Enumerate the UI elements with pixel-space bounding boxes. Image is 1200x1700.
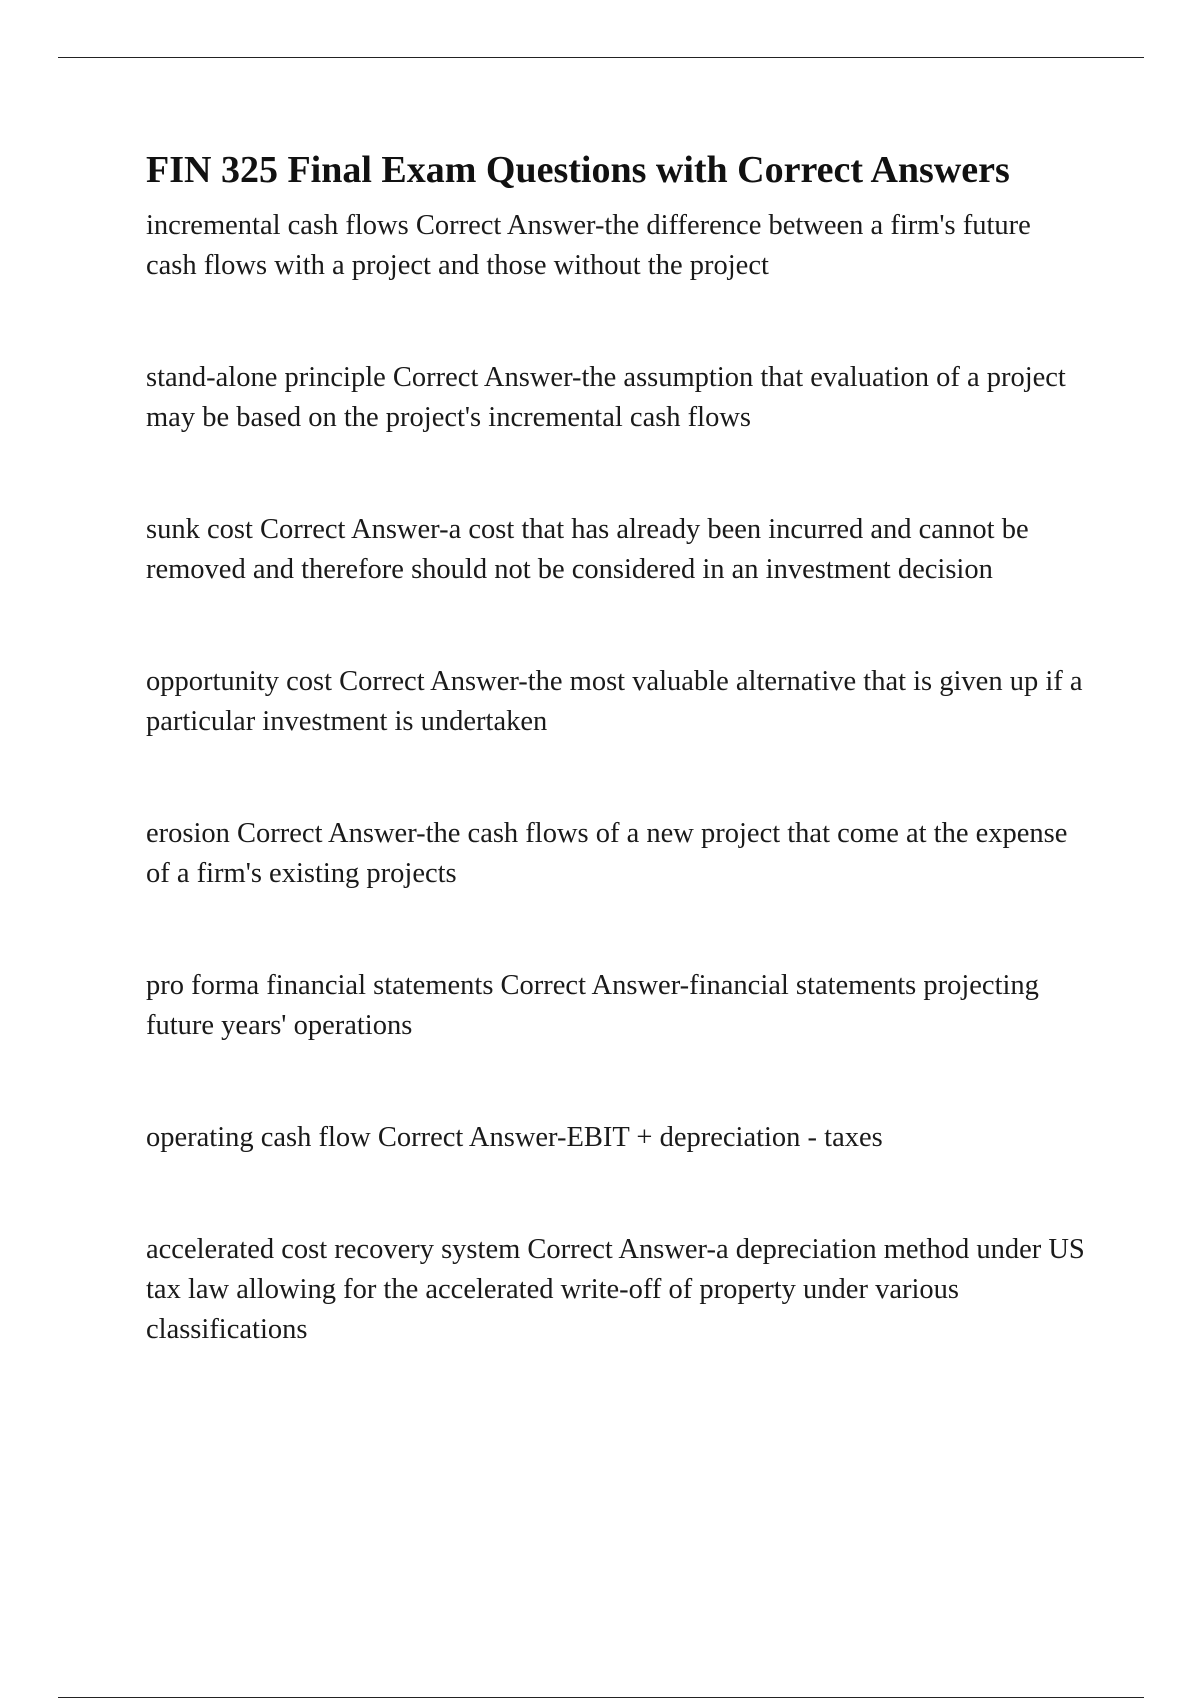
- top-divider: [58, 57, 1144, 58]
- flashcard-entry-opportunity-cost: opportunity cost Correct Answer-the most valuable alternative that is given up if a particular investment is undertaken: [146, 666, 1083, 737]
- flashcard-entry-sunk-cost: sunk cost Correct Answer-a cost that has already been incurred and cannot be removed and therefore should not be considered in an investment decision: [146, 514, 1029, 585]
- flashcard-entry-stand-alone-principle: stand-alone principle Correct Answer-the assumption that evaluation of a project may be based on the project's incremental cash flows: [146, 362, 1066, 433]
- flashcard-entry-acrs: accelerated cost recovery system Correct Answer-a depreciation method under US tax law allowing for the accelerated write-off of property under various classifications: [146, 1234, 1085, 1345]
- flashcard-list: [146, 206, 1086, 1350]
- document-title: FIN 325 Final Exam Questions with Correct Answers: [146, 149, 1010, 191]
- document-body: [146, 140, 1086, 1422]
- bottom-divider: [58, 1697, 1144, 1698]
- flashcard-entry-erosion: erosion Correct Answer-the cash flows of a new project that come at the expense of a firm's existing projects: [146, 818, 1068, 889]
- flashcard-entry-pro-forma: pro forma financial statements Correct Answer-financial statements projecting future years' operations: [146, 970, 1039, 1041]
- flashcard-entry-incremental-cash-flows: incremental cash flows Correct Answer-the difference between a firm's future cash flows with a project and those without the project: [146, 210, 1031, 281]
- flashcard-entry-operating-cash-flow: operating cash flow Correct Answer-EBIT + depreciation - taxes: [146, 1122, 883, 1153]
